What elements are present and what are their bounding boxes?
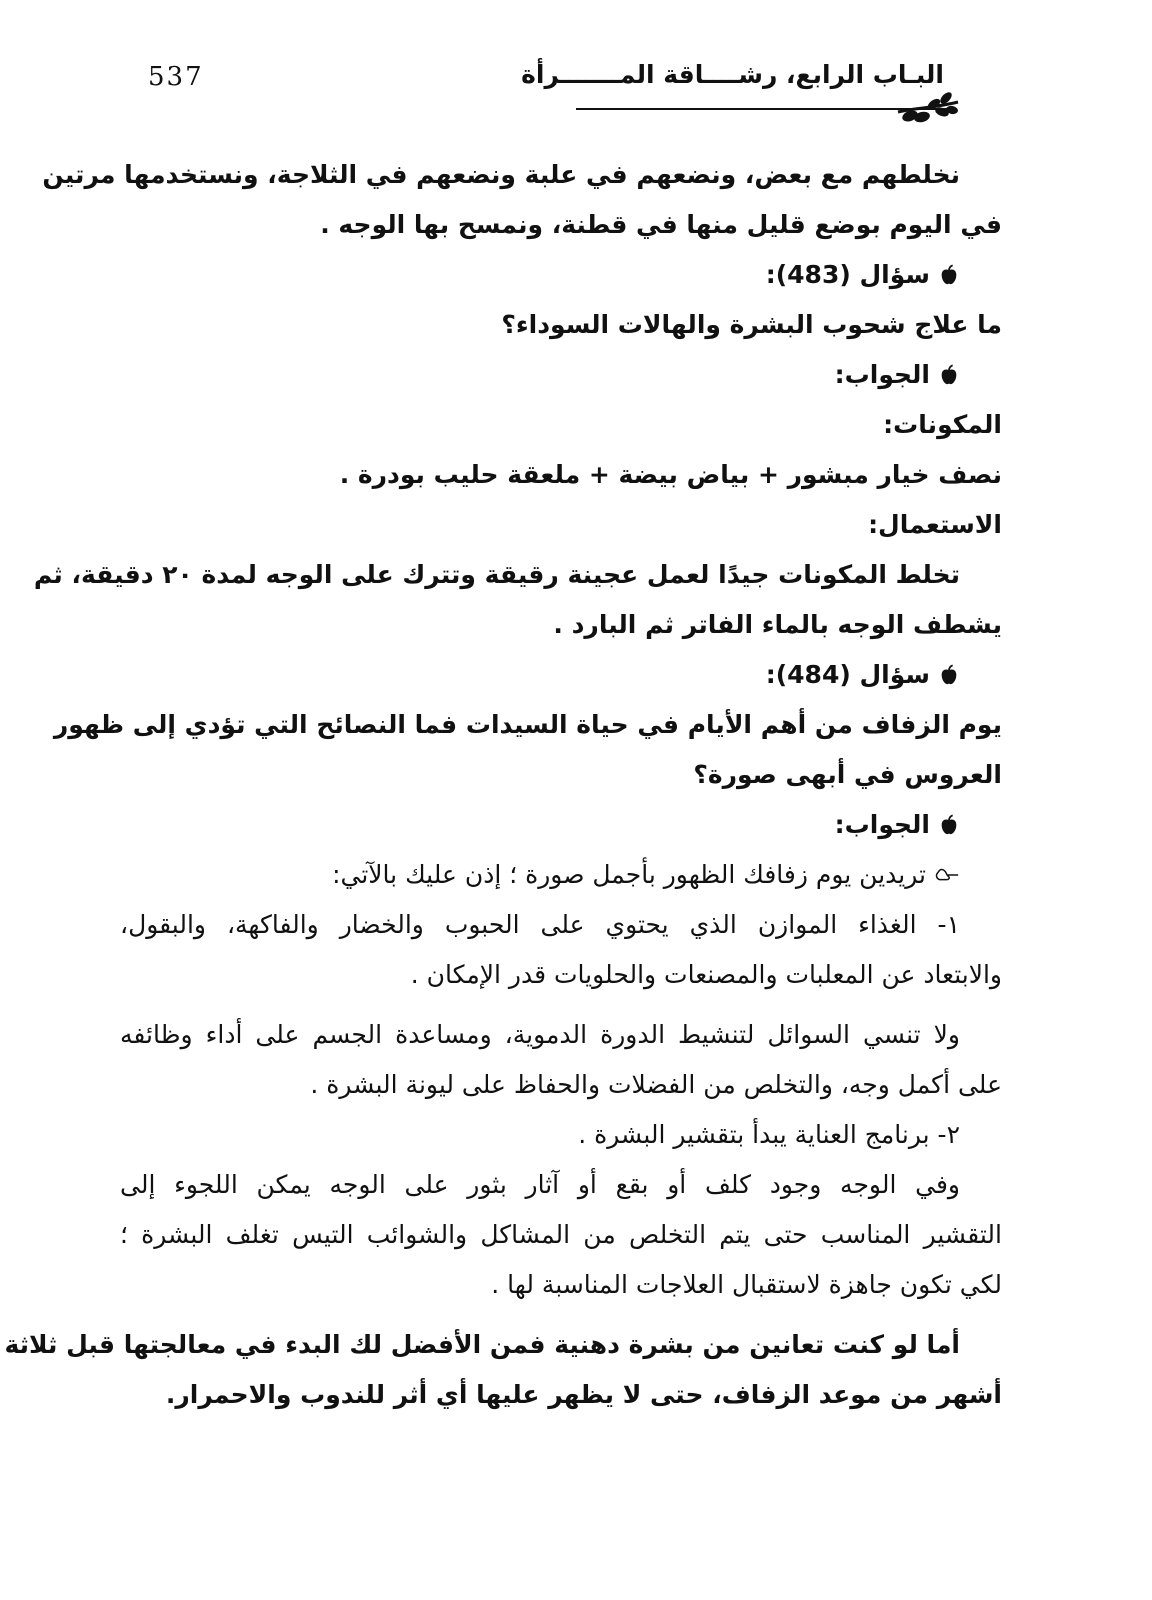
paragraph-line: يشطف الوجه بالماء الفاتر ثم البارد . [553, 610, 1002, 639]
paragraph-line: في اليوم بوضع قليل منها في قطنة، ونمسح بها الوجه . [320, 210, 1002, 239]
paragraph-line: التقشير المناسب حتى يتم التخلص من المشاكل والشوائب التيس تغلف البشرة ؛ [120, 1220, 1002, 1249]
paragraph-line: ٢- برنامج العناية يبدأ بتقشير البشرة . [578, 1120, 960, 1149]
question-heading [120, 650, 1002, 700]
apple-icon [938, 364, 960, 386]
apple-icon [938, 814, 960, 836]
answer-label: الجواب: [834, 810, 930, 839]
apple-icon [938, 664, 960, 686]
paragraph-line: ولا تنسي السوائل لتنشيط الدورة الدموية، ومساعدة الجسم على أداء وظائفه [120, 1020, 960, 1049]
question-text: ما علاج شحوب البشرة والهالات السوداء؟ [501, 310, 1002, 339]
paragraph-gap [120, 1000, 1002, 1010]
paragraph-line: أما لو كنت تعانين من بشرة دهنية فمن الأفضل لك البدء في معالجتها قبل ثلاثة [4, 1330, 960, 1359]
question-text: العروس في أبهى صورة؟ [693, 760, 1002, 789]
apple-icon [938, 264, 960, 286]
page-header [130, 58, 996, 128]
question-label: سؤال (484): [765, 660, 930, 689]
paragraph-line: وفي الوجه وجود كلف أو بقع أو آثار بثور على الوجه يمكن اللجوء إلى [120, 1170, 960, 1199]
question-heading [120, 250, 1002, 300]
tip-intro-text: تريدين يوم زفافك الظهور بأجمل صورة ؛ إذن عليك بالآتي: [332, 860, 926, 889]
page-number: 537 [148, 62, 204, 92]
section-label: الاستعمال: [868, 510, 1002, 539]
question-text: يوم الزفاف من أهم الأيام في حياة السيدات فما النصائح التي تؤدي إلى ظهور [53, 710, 1002, 739]
paragraph-line: والابتعاد عن المعلبات والمصنعات والحلويات قدر الإمكان . [410, 960, 1002, 989]
question-label: سؤال (483): [765, 260, 930, 289]
page-body [4, 150, 1002, 1420]
paragraph-line: نصف خيار مبشور + بياض بيضة + ملعقة حليب بودرة . [339, 460, 1002, 489]
answer-heading [120, 800, 1002, 850]
paragraph-line: تخلط المكونات جيدًا لعمل عجينة رقيقة وتترك على الوجه لمدة ٢٠ دقيقة، ثم [33, 560, 960, 589]
paragraph-gap [120, 1310, 1002, 1320]
paragraph-line: ١- الغذاء الموازن الذي يحتوي على الحبوب والخضار والفاكهة، والبقول، [120, 910, 960, 939]
section-label: المكونات: [883, 410, 1002, 439]
paragraph-line: أشهر من موعد الزفاف، حتى لا يظهر عليها أي أثر للندوب والاحمرار. [165, 1380, 1002, 1409]
paragraph-line: نخلطهم مع بعض، ونضعهم في علبة ونضعهم في الثلاجة، ونستخدمها مرتين [42, 160, 960, 189]
hand-icon [934, 865, 960, 885]
tip-intro [120, 850, 1002, 900]
running-title: البـاب الرابع، رشــــاقة المـــــــرأة [521, 60, 944, 89]
paragraph-line: على أكمل وجه، والتخلص من الفضلات والحفاظ على ليونة البشرة . [310, 1070, 1002, 1099]
answer-label: الجواب: [834, 360, 930, 389]
answer-heading [120, 350, 1002, 400]
leaf-ornament-icon [896, 90, 960, 128]
paragraph-line: لكي تكون جاهزة لاستقبال العلاجات المناسبة لها . [491, 1270, 1002, 1299]
